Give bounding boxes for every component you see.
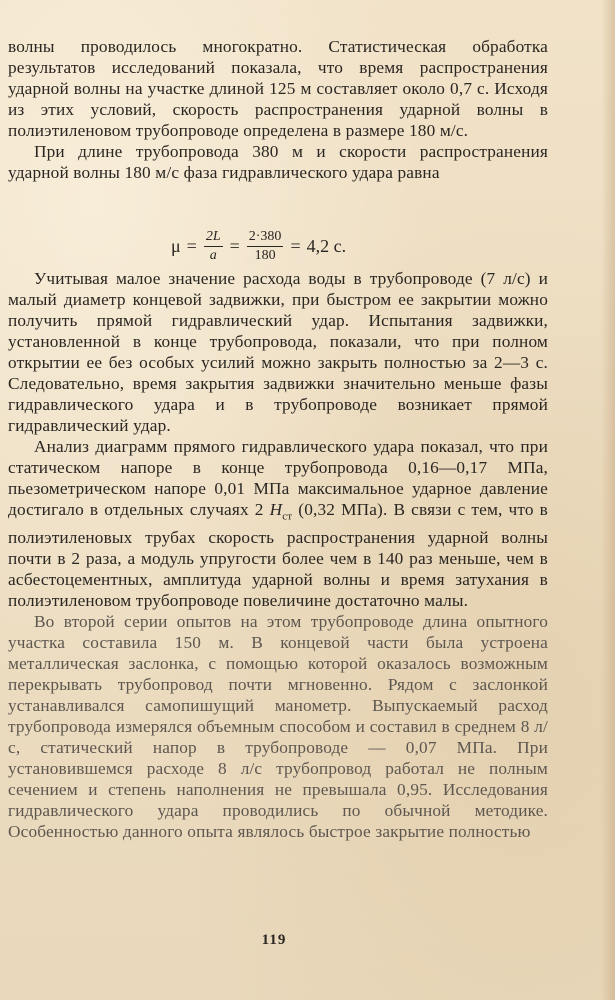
text-block-bottom — [8, 268, 548, 842]
formula-result: 4,2 с. — [306, 235, 347, 256]
formula — [168, 226, 349, 266]
paragraph-5: Во второй серии опытов на этом трубопроводе длина опытного участка составила 150 м. В концевой части была устроена металлическая заслонка, с помощью которой оказалось возможным перекрывать трубопровод почти мгновенно. Рядом с заслонкой устанавливался самопишущий манометр. Выпускаемый расход трубопровода измерялся объемным способом и составил в среднем 8 л/с, статический напор в трубопроводе — 0,07 МПа. При установившемся расходе 8 л/с трубопровод работал не полным сечением и степень наполнения не превышала 0,95. Исследования гидравлического удара проводились по обычной методике. Особенностью данного опыта являлось быстрое закрытие полностью — [8, 612, 548, 842]
formula-lhs: μ — [171, 235, 181, 256]
page-edge-shadow — [601, 0, 615, 1000]
formula-equals-1: = — [186, 235, 197, 256]
paragraph-4-subscript: ст — [282, 510, 293, 523]
paragraph-1: волны проводилось многократно. Статистическая обработка результатов исследований показала, что время распространения ударной волны на участке длиной 125 м составляет около 0,7 с. Исходя из этих условий, скорость распространения ударной волны в полиэтиленовом трубопроводе определена в размере 180 м/с. — [8, 37, 548, 140]
formula-fraction-2-denominator: 180 — [254, 247, 276, 263]
formula-equals-3: = — [290, 235, 301, 256]
paragraph-2: При длине трубопровода 380 м и скорости распространения ударной волны 180 м/с фаза гидравлического удара равна — [8, 142, 548, 182]
formula-fraction-2 — [247, 229, 284, 264]
text-block-top — [8, 36, 548, 183]
formula-fraction-2-numerator: 2·380 — [247, 229, 284, 247]
paragraph-4-part-1: Анализ диаграмм прямого гидравлического удара показал, что при статическом напоре в конце трубопровода 0,16—0,17 МПа, пьезометрическом напоре 0,01 МПа максимальное ударное давление достигало в отдельных случаях 2 — [8, 437, 548, 519]
page-number: 119 — [261, 932, 287, 948]
formula-fraction-1 — [204, 229, 223, 264]
formula-fraction-1-numerator: 2L — [204, 229, 223, 247]
paragraph-4 — [8, 436, 548, 611]
paragraph-4-symbol: H — [269, 500, 283, 519]
formula-fraction-1-denominator: a — [209, 247, 217, 263]
paragraph-3: Учитывая малое значение расхода воды в трубопроводе (7 л/с) и малый диаметр концевой задвижки, при быстром ее закрытии можно получить прямой гидравлический удар. Испытания задвижки, установленной в конце трубопровода, показали, что при полном открытии ее без особых усилий можно закрыть полностью за 2—3 с. Следовательно, время закрытия задвижки значительно меньше фазы гидравлического удара и в трубопроводе возникает прямой гидравлический удар. — [8, 269, 548, 435]
paragraph-4-part-2: (0,32 МПа). В связи с тем, что в полиэтиленовых трубах скорость распространения ударной волны почти в 2 раза, а модуль упругости более чем в 140 раз меньше, чем в асбестоцементных, амплитуда ударной волны и время затухания в полиэтиленовом трубопроводе повеличине достаточно малы. — [8, 500, 548, 611]
formula-equals-2: = — [229, 235, 240, 256]
